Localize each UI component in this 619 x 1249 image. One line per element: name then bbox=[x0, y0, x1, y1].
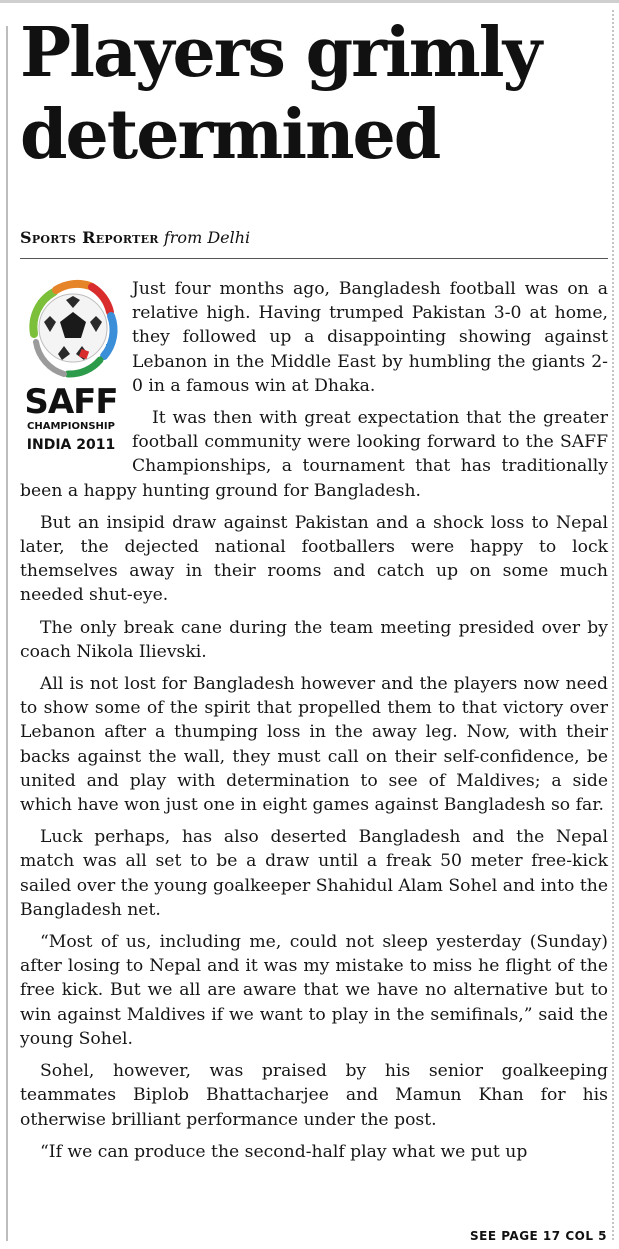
headline bbox=[20, 12, 608, 176]
byline-reporter: Sports Reporter bbox=[20, 228, 159, 247]
byline bbox=[20, 228, 608, 259]
paragraph: It was then with great expectation that the greater football community were looking forward to the SAFF Championships, a tournament that has traditionally been a happy hunting ground for Bangladesh. bbox=[20, 408, 608, 501]
article-body bbox=[20, 277, 608, 1172]
paragraph: The only break cane during the team meeting presided over by coach Nikola Ilievski. bbox=[20, 617, 608, 662]
right-column-rule bbox=[612, 10, 614, 1240]
logo-edition-text: INDIA 2011 bbox=[26, 437, 116, 453]
left-column-rule bbox=[6, 26, 8, 1241]
article bbox=[20, 12, 608, 1162]
logo-wrap-spacer bbox=[20, 277, 132, 460]
paragraph: But an insipid draw against Pakistan and a shock loss to Nepal later, the dejected national footballers were happy to lock themselves away in their rooms and catch up on some much needed shut-eye. bbox=[20, 512, 608, 606]
byline-location: from Delhi bbox=[163, 228, 251, 247]
headline-line-2: determined bbox=[20, 95, 440, 175]
paragraph: Just four months ago, Bangladesh football was on a relative high. Having trumped Pakistan 3-0 at home, they followed up a disappointing showing against Lebanon in the Middle East by humbling the giants 2-0 in a famous win at Dhaka. bbox=[132, 279, 608, 396]
paragraph: “If we can produce the second-half play what we put up bbox=[40, 1141, 528, 1162]
continued-jump-line: SEE PAGE 17 COL 5 bbox=[470, 1229, 607, 1243]
logo-championship-text: CHAMPIONSHIP bbox=[27, 421, 115, 432]
paragraph: All is not lost for Bangladesh however and the players now need to show some of the spirit that propelled them to that victory over Lebanon after a thumping loss in the away leg. Now, with their backs against the wall, they must call on their self-confidence, be united and play with determination to see of Maldives; a side which have won just one in eight games against Bangladesh so far. bbox=[20, 674, 608, 816]
top-rule bbox=[0, 0, 619, 3]
paragraph: Sohel, however, was praised by his senior goalkeeping teammates Biplob Bhattacharjee and Mamun Khan for his otherwise brilliant performance under the post. bbox=[20, 1061, 608, 1130]
paragraph: Luck perhaps, has also deserted Bangladesh and the Nepal match was all set to be a draw until a freak 50 meter free-kick sailed over the young goalkeeper Shahidul Alam Sohel and into the Bangladesh net. bbox=[20, 827, 608, 920]
logo-saff-text: SAFF bbox=[24, 382, 118, 422]
paragraph: “Most of us, including me, could not sleep yesterday (Sunday) after losing to Nepal and it was my mistake to miss he flight of the free kick. But we all are aware that we have no alternative but to win against Maldives if we want to play in the semifinals,” said the young Sohel. bbox=[20, 932, 608, 1049]
headline-line-1: Players grimly bbox=[20, 13, 541, 93]
